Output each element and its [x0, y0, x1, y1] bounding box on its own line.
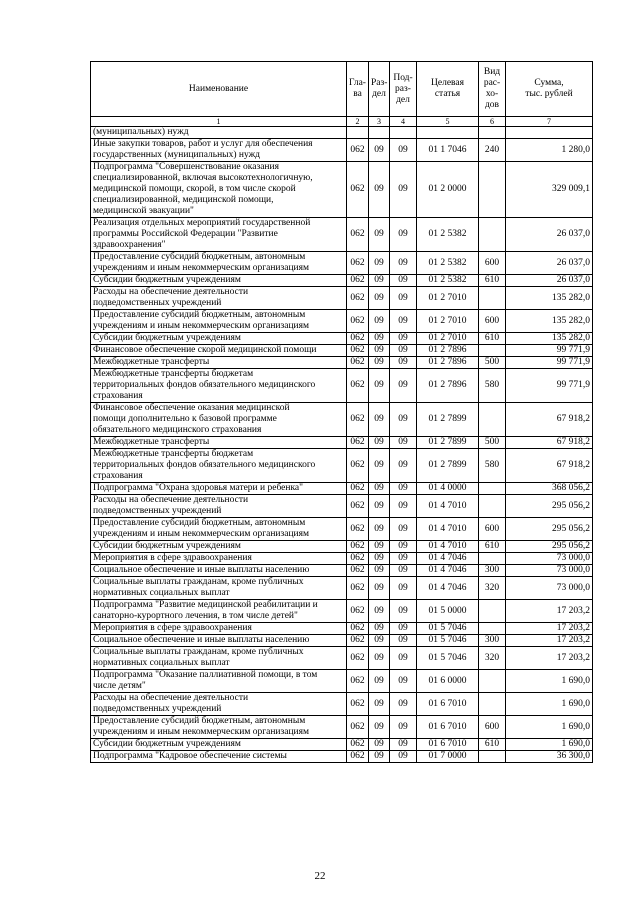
row-section: 09	[369, 218, 390, 252]
table-row	[91, 565, 593, 577]
row-target-article: 01 2 5382	[417, 252, 479, 275]
row-expense-type: 600	[479, 716, 506, 739]
row-sum: 73 000,0	[506, 577, 593, 600]
table-row	[91, 716, 593, 739]
row-sum: 17 203,2	[506, 623, 593, 635]
column-number: 7	[506, 117, 593, 127]
table-row	[91, 127, 593, 139]
table-row	[91, 345, 593, 357]
row-section: 09	[369, 751, 390, 763]
row-chapter: 062	[347, 577, 369, 600]
table-row	[91, 369, 593, 403]
row-name: Иные закупки товаров, работ и услуг для обеспечения государственных (муниципальных) нужд	[91, 139, 347, 162]
row-expense-type: 600	[479, 252, 506, 275]
row-name: Социальные выплаты гражданам, кроме публичных нормативных социальных выплат	[91, 577, 347, 600]
table-row	[91, 333, 593, 345]
row-expense-type: 610	[479, 333, 506, 345]
row-subsection: 09	[390, 369, 417, 403]
row-name: Подпрограмма "Кадровое обеспечение системы	[91, 751, 347, 763]
row-subsection: 09	[390, 647, 417, 670]
table-row	[91, 495, 593, 518]
row-section: 09	[369, 437, 390, 449]
row-section: 09	[369, 541, 390, 553]
row-section: 09	[369, 635, 390, 647]
row-subsection: 09	[390, 139, 417, 162]
row-subsection: 09	[390, 310, 417, 333]
row-target-article: 01 4 7046	[417, 565, 479, 577]
row-chapter: 062	[347, 716, 369, 739]
row-target-article: 01 5 7046	[417, 647, 479, 670]
row-name: (муниципальных) нужд	[91, 127, 347, 139]
row-chapter: 062	[347, 623, 369, 635]
row-target-article: 01 6 0000	[417, 670, 479, 693]
row-expense-type	[479, 345, 506, 357]
row-section: 09	[369, 483, 390, 495]
row-chapter: 062	[347, 162, 369, 218]
row-chapter: 062	[347, 647, 369, 670]
row-section: 09	[369, 345, 390, 357]
row-chapter: 062	[347, 670, 369, 693]
row-target-article: 01 2 5382	[417, 275, 479, 287]
row-chapter	[347, 127, 369, 139]
row-expense-type: 580	[479, 449, 506, 483]
row-name: Субсидии бюджетным учреждениям	[91, 275, 347, 287]
row-section: 09	[369, 716, 390, 739]
row-name: Субсидии бюджетным учреждениям	[91, 739, 347, 751]
row-section: 09	[369, 495, 390, 518]
row-chapter: 062	[347, 693, 369, 716]
row-subsection: 09	[390, 716, 417, 739]
row-name: Мероприятия в сфере здравоохранения	[91, 553, 347, 565]
row-subsection: 09	[390, 518, 417, 541]
table-row	[91, 310, 593, 333]
row-section: 09	[369, 739, 390, 751]
row-section: 09	[369, 139, 390, 162]
row-expense-type: 610	[479, 541, 506, 553]
row-sum: 26 037,0	[506, 275, 593, 287]
row-expense-type	[479, 495, 506, 518]
row-name: Межбюджетные трансферты	[91, 357, 347, 369]
row-section: 09	[369, 357, 390, 369]
row-name: Расходы на обеспечение деятельности подведомственных учреждений	[91, 693, 347, 716]
table-row	[91, 693, 593, 716]
table-row	[91, 600, 593, 623]
row-section: 09	[369, 333, 390, 345]
row-section: 09	[369, 565, 390, 577]
row-subsection: 09	[390, 600, 417, 623]
row-sum: 295 056,2	[506, 541, 593, 553]
row-sum: 67 918,2	[506, 403, 593, 437]
row-sum: 99 771,9	[506, 357, 593, 369]
row-target-article: 01 2 7899	[417, 449, 479, 483]
row-expense-type	[479, 693, 506, 716]
row-name: Финансовое обеспечение скорой медицинской помощи	[91, 345, 347, 357]
row-chapter: 062	[347, 345, 369, 357]
row-target-article: 01 2 7896	[417, 357, 479, 369]
row-section: 09	[369, 287, 390, 310]
row-name: Межбюджетные трансферты бюджетам территориальных фондов обязательного медицинского страхования	[91, 369, 347, 403]
row-section: 09	[369, 553, 390, 565]
row-expense-type: 500	[479, 357, 506, 369]
row-name: Расходы на обеспечение деятельности подведомственных учреждений	[91, 495, 347, 518]
row-target-article: 01 5 7046	[417, 635, 479, 647]
row-subsection: 09	[390, 670, 417, 693]
row-chapter: 062	[347, 287, 369, 310]
row-chapter: 062	[347, 252, 369, 275]
header-subsection: Под- раз- дел	[390, 62, 417, 117]
row-target-article: 01 2 7010	[417, 333, 479, 345]
row-target-article: 01 2 7899	[417, 437, 479, 449]
table-row	[91, 449, 593, 483]
budget-table	[90, 61, 593, 763]
row-subsection: 09	[390, 751, 417, 763]
table-row	[91, 541, 593, 553]
row-target-article: 01 6 7010	[417, 693, 479, 716]
row-target-article: 01 1 7046	[417, 139, 479, 162]
table-row	[91, 647, 593, 670]
row-chapter: 062	[347, 275, 369, 287]
row-expense-type	[479, 162, 506, 218]
row-sum: 135 282,0	[506, 287, 593, 310]
row-subsection: 09	[390, 218, 417, 252]
row-subsection	[390, 127, 417, 139]
row-subsection: 09	[390, 739, 417, 751]
row-chapter: 062	[347, 541, 369, 553]
header-expense-type: Вид рас- хо- дов	[479, 62, 506, 117]
row-target-article: 01 4 7010	[417, 495, 479, 518]
row-expense-type: 300	[479, 635, 506, 647]
table-body	[91, 127, 593, 763]
row-target-article: 01 6 7010	[417, 739, 479, 751]
row-name: Предоставление субсидий бюджетным, автономным учреждениям и иным некоммерческим организациям	[91, 518, 347, 541]
row-chapter: 062	[347, 600, 369, 623]
row-chapter: 062	[347, 310, 369, 333]
row-section: 09	[369, 449, 390, 483]
table-row	[91, 139, 593, 162]
row-sum: 26 037,0	[506, 218, 593, 252]
row-name: Субсидии бюджетным учреждениям	[91, 541, 347, 553]
row-target-article: 01 2 7010	[417, 287, 479, 310]
row-subsection: 09	[390, 162, 417, 218]
row-name: Финансовое обеспечение оказания медицинской помощи дополнительно к базовой программе обязательного медицинского страхования	[91, 403, 347, 437]
column-number-row	[91, 117, 593, 127]
row-sum: 17 203,2	[506, 635, 593, 647]
header-target-article: Целевая статья	[417, 62, 479, 117]
column-number: 3	[369, 117, 390, 127]
table-row	[91, 751, 593, 763]
row-expense-type: 500	[479, 437, 506, 449]
row-chapter: 062	[347, 437, 369, 449]
row-subsection: 09	[390, 333, 417, 345]
row-target-article: 01 5 0000	[417, 600, 479, 623]
row-target-article: 01 4 7010	[417, 541, 479, 553]
row-expense-type: 300	[479, 565, 506, 577]
row-chapter: 062	[347, 739, 369, 751]
row-sum: 17 203,2	[506, 647, 593, 670]
row-expense-type	[479, 403, 506, 437]
row-section: 09	[369, 577, 390, 600]
row-section: 09	[369, 518, 390, 541]
row-sum: 99 771,9	[506, 345, 593, 357]
row-subsection: 09	[390, 483, 417, 495]
row-name: Предоставление субсидий бюджетным, автономным учреждениям и иным некоммерческим организациям	[91, 252, 347, 275]
row-chapter: 062	[347, 518, 369, 541]
row-target-article: 01 2 7896	[417, 369, 479, 403]
row-expense-type	[479, 127, 506, 139]
row-sum: 1 280,0	[506, 139, 593, 162]
row-target-article: 01 4 0000	[417, 483, 479, 495]
row-expense-type: 320	[479, 577, 506, 600]
row-expense-type	[479, 553, 506, 565]
table-row	[91, 275, 593, 287]
row-name: Подпрограмма "Охрана здоровья матери и ребенка"	[91, 483, 347, 495]
row-name: Предоставление субсидий бюджетным, автономным учреждениям и иным некоммерческим организациям	[91, 310, 347, 333]
row-subsection: 09	[390, 287, 417, 310]
row-subsection: 09	[390, 693, 417, 716]
row-name: Расходы на обеспечение деятельности подведомственных учреждений	[91, 287, 347, 310]
row-chapter: 062	[347, 635, 369, 647]
row-sum: 135 282,0	[506, 333, 593, 345]
row-sum: 295 056,2	[506, 495, 593, 518]
row-subsection: 09	[390, 403, 417, 437]
row-target-article: 01 4 7010	[417, 518, 479, 541]
row-name: Подпрограмма "Оказание паллиативной помощи, в том числе детям"	[91, 670, 347, 693]
row-subsection: 09	[390, 437, 417, 449]
row-name: Подпрограмма "Развитие медицинской реабилитации и санаторно-курортного лечения, в том числе детей"	[91, 600, 347, 623]
row-expense-type	[479, 670, 506, 693]
row-expense-type	[479, 600, 506, 623]
row-chapter: 062	[347, 357, 369, 369]
row-target-article: 01 2 7896	[417, 345, 479, 357]
table-row	[91, 623, 593, 635]
header-sum: Сумма, тыс. рублей	[506, 62, 593, 117]
table-row	[91, 252, 593, 275]
row-chapter: 062	[347, 483, 369, 495]
row-expense-type: 580	[479, 369, 506, 403]
row-sum: 99 771,9	[506, 369, 593, 403]
page-number: 22	[314, 870, 326, 882]
row-expense-type	[479, 287, 506, 310]
row-name: Субсидии бюджетным учреждениям	[91, 333, 347, 345]
table-row	[91, 739, 593, 751]
row-expense-type: 600	[479, 518, 506, 541]
row-section	[369, 127, 390, 139]
column-number: 2	[347, 117, 369, 127]
row-section: 09	[369, 693, 390, 716]
table-row	[91, 403, 593, 437]
row-chapter: 062	[347, 565, 369, 577]
row-expense-type	[479, 483, 506, 495]
row-sum: 36 300,0	[506, 751, 593, 763]
row-target-article: 01 7 0000	[417, 751, 479, 763]
row-subsection: 09	[390, 565, 417, 577]
row-name: Межбюджетные трансферты	[91, 437, 347, 449]
row-sum: 135 282,0	[506, 310, 593, 333]
row-section: 09	[369, 600, 390, 623]
row-expense-type: 600	[479, 310, 506, 333]
row-sum	[506, 127, 593, 139]
row-target-article: 01 2 7010	[417, 310, 479, 333]
table-row	[91, 218, 593, 252]
row-target-article: 01 2 0000	[417, 162, 479, 218]
table-row	[91, 553, 593, 565]
table-row	[91, 577, 593, 600]
row-expense-type	[479, 623, 506, 635]
row-sum: 67 918,2	[506, 437, 593, 449]
row-target-article: 01 2 5382	[417, 218, 479, 252]
row-chapter: 062	[347, 369, 369, 403]
column-number: 1	[91, 117, 347, 127]
row-sum: 1 690,0	[506, 739, 593, 751]
row-expense-type	[479, 218, 506, 252]
row-section: 09	[369, 275, 390, 287]
row-sum: 73 000,0	[506, 565, 593, 577]
row-section: 09	[369, 252, 390, 275]
table-row	[91, 483, 593, 495]
header-chapter: Гла- ва	[347, 62, 369, 117]
row-name: Подпрограмма "Совершенствование оказания специализированной, включая высокотехнологичную, медицинской помощи, скорой, в том числе скорой специализированной, медицинской помощи, медицинской эвакуации"	[91, 162, 347, 218]
table-row	[91, 635, 593, 647]
row-subsection: 09	[390, 623, 417, 635]
row-subsection: 09	[390, 553, 417, 565]
row-section: 09	[369, 369, 390, 403]
row-name: Предоставление субсидий бюджетным, автономным учреждениям и иным некоммерческим организациям	[91, 716, 347, 739]
row-target-article: 01 2 7899	[417, 403, 479, 437]
table-row	[91, 518, 593, 541]
row-expense-type: 610	[479, 275, 506, 287]
row-expense-type	[479, 751, 506, 763]
table-row	[91, 357, 593, 369]
row-target-article: 01 4 7046	[417, 553, 479, 565]
header-section: Раз- дел	[369, 62, 390, 117]
row-chapter: 062	[347, 218, 369, 252]
row-subsection: 09	[390, 449, 417, 483]
row-name: Социальные выплаты гражданам, кроме публичных нормативных социальных выплат	[91, 647, 347, 670]
row-chapter: 062	[347, 495, 369, 518]
row-name: Мероприятия в сфере здравоохранения	[91, 623, 347, 635]
column-number: 4	[390, 117, 417, 127]
row-section: 09	[369, 647, 390, 670]
column-number: 5	[417, 117, 479, 127]
column-number: 6	[479, 117, 506, 127]
row-expense-type: 610	[479, 739, 506, 751]
row-section: 09	[369, 403, 390, 437]
row-chapter: 062	[347, 449, 369, 483]
header-name: Наименование	[91, 62, 347, 117]
table-row	[91, 287, 593, 310]
row-name: Межбюджетные трансферты бюджетам территориальных фондов обязательного медицинского страхования	[91, 449, 347, 483]
row-target-article: 01 6 7010	[417, 716, 479, 739]
row-sum: 329 009,1	[506, 162, 593, 218]
row-sum: 295 056,2	[506, 518, 593, 541]
row-target-article: 01 5 7046	[417, 623, 479, 635]
row-sum: 67 918,2	[506, 449, 593, 483]
table-row	[91, 670, 593, 693]
row-expense-type: 320	[479, 647, 506, 670]
row-sum: 73 000,0	[506, 553, 593, 565]
row-subsection: 09	[390, 577, 417, 600]
row-subsection: 09	[390, 345, 417, 357]
row-expense-type: 240	[479, 139, 506, 162]
row-chapter: 062	[347, 751, 369, 763]
row-subsection: 09	[390, 252, 417, 275]
row-name: Социальное обеспечение и иные выплаты населению	[91, 565, 347, 577]
row-sum: 26 037,0	[506, 252, 593, 275]
table-row	[91, 437, 593, 449]
row-subsection: 09	[390, 541, 417, 553]
table-row	[91, 162, 593, 218]
row-subsection: 09	[390, 357, 417, 369]
row-name: Социальное обеспечение и иные выплаты населению	[91, 635, 347, 647]
row-section: 09	[369, 310, 390, 333]
row-chapter: 062	[347, 139, 369, 162]
row-chapter: 062	[347, 403, 369, 437]
row-sum: 1 690,0	[506, 693, 593, 716]
row-section: 09	[369, 623, 390, 635]
row-sum: 17 203,2	[506, 600, 593, 623]
row-subsection: 09	[390, 275, 417, 287]
row-target-article: 01 4 7046	[417, 577, 479, 600]
row-subsection: 09	[390, 635, 417, 647]
row-chapter: 062	[347, 333, 369, 345]
header-row	[91, 62, 593, 117]
row-subsection: 09	[390, 495, 417, 518]
row-section: 09	[369, 670, 390, 693]
row-section: 09	[369, 162, 390, 218]
row-name: Реализация отдельных мероприятий государственной программы Российской Федерации "Развитие здравоохранения"	[91, 218, 347, 252]
row-sum: 1 690,0	[506, 670, 593, 693]
row-sum: 368 056,2	[506, 483, 593, 495]
row-chapter: 062	[347, 553, 369, 565]
row-sum: 1 690,0	[506, 716, 593, 739]
row-target-article	[417, 127, 479, 139]
